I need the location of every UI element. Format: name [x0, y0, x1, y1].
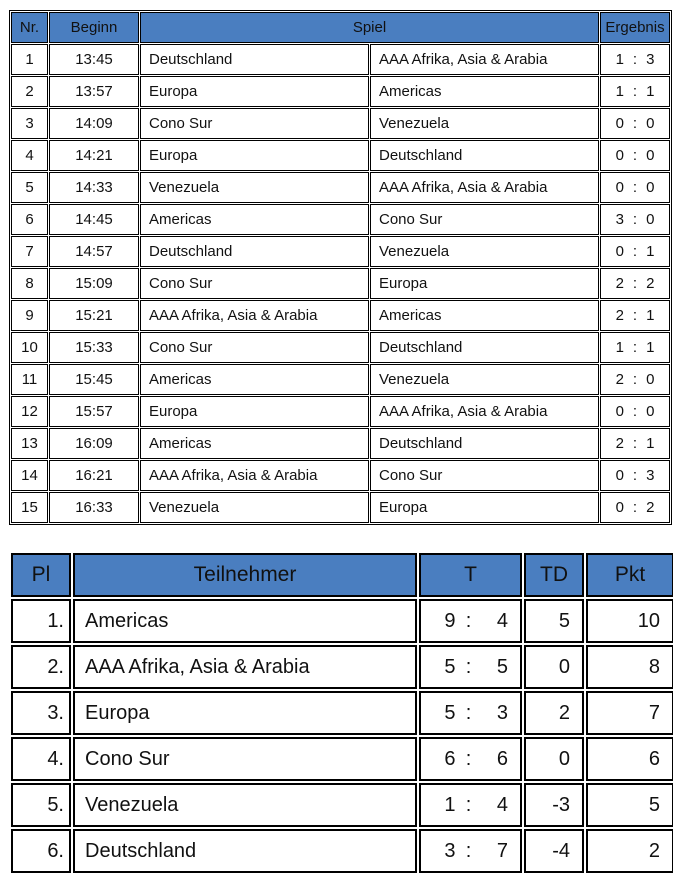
match-score — [601, 339, 669, 356]
match-start-time: 14:57 — [49, 236, 139, 267]
match-away-team: Venezuela — [370, 236, 599, 267]
team-name: Americas — [73, 599, 417, 643]
match-score — [601, 147, 669, 164]
away-score: 2 — [646, 499, 655, 516]
home-score: 1 — [615, 83, 624, 100]
schedule-row — [11, 108, 670, 139]
home-score: 2 — [615, 307, 624, 324]
match-result — [600, 396, 670, 427]
match-result — [600, 332, 670, 363]
standings-row — [11, 645, 673, 689]
standings-table — [9, 551, 673, 875]
team-name: AAA Afrika, Asia & Arabia — [73, 645, 417, 689]
match-number: 9 — [11, 300, 48, 331]
goals-colon: : — [465, 655, 472, 678]
match-home-team: Europa — [140, 76, 369, 107]
home-score: 0 — [615, 147, 624, 164]
team-name: Venezuela — [73, 783, 417, 827]
schedule-row — [11, 460, 670, 491]
schedule-body — [11, 44, 670, 523]
team-goal-difference: -4 — [524, 829, 584, 873]
match-score — [601, 211, 669, 228]
match-score — [601, 83, 669, 100]
match-home-team: Cono Sur — [140, 332, 369, 363]
team-points: 10 — [586, 599, 673, 643]
goals-ratio — [421, 702, 520, 725]
match-away-team: Americas — [370, 76, 599, 107]
match-score — [601, 467, 669, 484]
match-result — [600, 76, 670, 107]
match-result — [600, 428, 670, 459]
match-home-team: Europa — [140, 140, 369, 171]
score-colon: : — [632, 499, 638, 516]
match-number: 3 — [11, 108, 48, 139]
goals-for: 5 — [444, 655, 456, 678]
schedule-row — [11, 396, 670, 427]
match-away-team: Deutschland — [370, 332, 599, 363]
away-score: 2 — [646, 275, 655, 292]
away-score: 3 — [646, 467, 655, 484]
match-start-time: 15:57 — [49, 396, 139, 427]
match-away-team: AAA Afrika, Asia & Arabia — [370, 172, 599, 203]
match-result — [600, 236, 670, 267]
away-score: 0 — [646, 179, 655, 196]
match-home-team: Deutschland — [140, 236, 369, 267]
team-points: 6 — [586, 737, 673, 781]
match-away-team: Americas — [370, 300, 599, 331]
goals-for: 9 — [444, 609, 456, 632]
home-score: 3 — [615, 211, 624, 228]
match-start-time: 16:09 — [49, 428, 139, 459]
match-number: 1 — [11, 44, 48, 75]
team-points: 2 — [586, 829, 673, 873]
team-goals — [419, 829, 522, 873]
tables-spacer — [9, 525, 664, 551]
team-rank: 6. — [11, 829, 71, 873]
match-home-team: Americas — [140, 428, 369, 459]
standings-header-t: T — [419, 553, 522, 597]
goals-for: 1 — [444, 793, 456, 816]
match-home-team: Europa — [140, 396, 369, 427]
score-colon: : — [632, 435, 638, 452]
standings-header-row — [11, 553, 673, 597]
match-score — [601, 275, 669, 292]
schedule-row — [11, 140, 670, 171]
match-start-time: 14:33 — [49, 172, 139, 203]
match-score — [601, 243, 669, 260]
away-score: 1 — [646, 83, 655, 100]
schedule-row — [11, 76, 670, 107]
score-colon: : — [632, 275, 638, 292]
schedule-row — [11, 268, 670, 299]
goals-colon: : — [465, 793, 472, 816]
team-goal-difference: -3 — [524, 783, 584, 827]
score-colon: : — [632, 179, 638, 196]
standings-row — [11, 829, 673, 873]
match-result — [600, 108, 670, 139]
schedule-row — [11, 172, 670, 203]
goals-against: 5 — [496, 655, 508, 678]
match-score — [601, 179, 669, 196]
team-name: Cono Sur — [73, 737, 417, 781]
score-colon: : — [632, 147, 638, 164]
match-start-time: 15:45 — [49, 364, 139, 395]
schedule-header-spiel: Spiel — [140, 12, 599, 43]
match-result — [600, 268, 670, 299]
home-score: 0 — [615, 499, 624, 516]
team-points: 5 — [586, 783, 673, 827]
match-number: 5 — [11, 172, 48, 203]
match-away-team: Deutschland — [370, 140, 599, 171]
team-goals — [419, 783, 522, 827]
team-points: 8 — [586, 645, 673, 689]
team-goal-difference: 5 — [524, 599, 584, 643]
match-home-team: Americas — [140, 204, 369, 235]
team-goals — [419, 691, 522, 735]
team-rank: 1. — [11, 599, 71, 643]
team-name: Europa — [73, 691, 417, 735]
goals-colon: : — [465, 609, 472, 632]
match-number: 10 — [11, 332, 48, 363]
match-away-team: Deutschland — [370, 428, 599, 459]
match-number: 4 — [11, 140, 48, 171]
match-home-team: AAA Afrika, Asia & Arabia — [140, 460, 369, 491]
team-goal-difference: 0 — [524, 645, 584, 689]
match-away-team: Cono Sur — [370, 460, 599, 491]
match-score — [601, 307, 669, 324]
away-score: 3 — [646, 51, 655, 68]
match-away-team: Venezuela — [370, 108, 599, 139]
away-score: 0 — [646, 403, 655, 420]
score-colon: : — [632, 211, 638, 228]
goals-against: 6 — [496, 747, 508, 770]
match-start-time: 14:09 — [49, 108, 139, 139]
schedule-row — [11, 364, 670, 395]
match-start-time: 14:21 — [49, 140, 139, 171]
match-result — [600, 172, 670, 203]
away-score: 1 — [646, 435, 655, 452]
home-score: 2 — [615, 371, 624, 388]
goals-ratio — [421, 840, 520, 863]
score-colon: : — [632, 51, 638, 68]
match-number: 15 — [11, 492, 48, 523]
match-number: 14 — [11, 460, 48, 491]
schedule-header-beginn: Beginn — [49, 12, 139, 43]
team-points: 7 — [586, 691, 673, 735]
schedule-row — [11, 332, 670, 363]
away-score: 1 — [646, 339, 655, 356]
home-score: 1 — [615, 339, 624, 356]
match-away-team: Venezuela — [370, 364, 599, 395]
standings-row — [11, 599, 673, 643]
away-score: 0 — [646, 147, 655, 164]
match-number: 7 — [11, 236, 48, 267]
home-score: 2 — [615, 275, 624, 292]
match-result — [600, 204, 670, 235]
match-score — [601, 371, 669, 388]
goals-colon: : — [465, 747, 472, 770]
match-home-team: Americas — [140, 364, 369, 395]
score-colon: : — [632, 243, 638, 260]
score-colon: : — [632, 339, 638, 356]
match-number: 8 — [11, 268, 48, 299]
schedule-row — [11, 492, 670, 523]
standings-header-teilnehmer: Teilnehmer — [73, 553, 417, 597]
standings-row — [11, 783, 673, 827]
match-schedule-table — [9, 10, 672, 525]
match-away-team: Cono Sur — [370, 204, 599, 235]
away-score: 0 — [646, 371, 655, 388]
match-away-team: AAA Afrika, Asia & Arabia — [370, 396, 599, 427]
match-home-team: Deutschland — [140, 44, 369, 75]
goals-against: 3 — [496, 701, 508, 724]
match-away-team: AAA Afrika, Asia & Arabia — [370, 44, 599, 75]
team-name: Deutschland — [73, 829, 417, 873]
match-score — [601, 499, 669, 516]
goals-for: 3 — [444, 839, 456, 862]
goals-ratio — [421, 610, 520, 633]
goals-against: 4 — [496, 793, 508, 816]
match-home-team: Venezuela — [140, 492, 369, 523]
goals-for: 5 — [444, 701, 456, 724]
schedule-row — [11, 300, 670, 331]
match-result — [600, 492, 670, 523]
standings-row — [11, 691, 673, 735]
goals-against: 4 — [496, 609, 508, 632]
match-start-time: 16:21 — [49, 460, 139, 491]
match-home-team: Cono Sur — [140, 268, 369, 299]
away-score: 0 — [646, 211, 655, 228]
match-start-time: 15:21 — [49, 300, 139, 331]
score-colon: : — [632, 83, 638, 100]
match-away-team: Europa — [370, 492, 599, 523]
schedule-row — [11, 204, 670, 235]
home-score: 0 — [615, 243, 624, 260]
match-start-time: 16:33 — [49, 492, 139, 523]
schedule-header-row — [11, 12, 670, 43]
home-score: 1 — [615, 51, 624, 68]
match-start-time: 14:45 — [49, 204, 139, 235]
schedule-row — [11, 428, 670, 459]
away-score: 1 — [646, 243, 655, 260]
standings-header-td: TD — [524, 553, 584, 597]
match-home-team: AAA Afrika, Asia & Arabia — [140, 300, 369, 331]
match-score — [601, 403, 669, 420]
goals-for: 6 — [444, 747, 456, 770]
team-rank: 2. — [11, 645, 71, 689]
team-goals — [419, 737, 522, 781]
match-number: 2 — [11, 76, 48, 107]
goals-ratio — [421, 794, 520, 817]
match-number: 11 — [11, 364, 48, 395]
standings-body — [11, 599, 673, 873]
match-start-time: 15:33 — [49, 332, 139, 363]
match-number: 6 — [11, 204, 48, 235]
match-start-time: 13:57 — [49, 76, 139, 107]
home-score: 0 — [615, 115, 624, 132]
home-score: 0 — [615, 403, 624, 420]
goals-against: 7 — [496, 839, 508, 862]
away-score: 0 — [646, 115, 655, 132]
match-result — [600, 140, 670, 171]
match-home-team: Cono Sur — [140, 108, 369, 139]
match-result — [600, 300, 670, 331]
score-colon: : — [632, 403, 638, 420]
match-score — [601, 115, 669, 132]
match-start-time: 13:45 — [49, 44, 139, 75]
match-result — [600, 364, 670, 395]
team-goal-difference: 0 — [524, 737, 584, 781]
team-rank: 4. — [11, 737, 71, 781]
home-score: 0 — [615, 467, 624, 484]
schedule-header-ergebnis: Ergebnis — [600, 12, 670, 43]
schedule-row — [11, 236, 670, 267]
match-result — [600, 44, 670, 75]
goals-colon: : — [465, 839, 472, 862]
team-rank: 5. — [11, 783, 71, 827]
home-score: 0 — [615, 179, 624, 196]
match-score — [601, 51, 669, 68]
standings-header-pl: Pl — [11, 553, 71, 597]
score-colon: : — [632, 467, 638, 484]
standings-header-pkt: Pkt — [586, 553, 673, 597]
team-goals — [419, 645, 522, 689]
match-number: 12 — [11, 396, 48, 427]
match-number: 13 — [11, 428, 48, 459]
team-goals — [419, 599, 522, 643]
schedule-row — [11, 44, 670, 75]
match-away-team: Europa — [370, 268, 599, 299]
standings-row — [11, 737, 673, 781]
goals-ratio — [421, 656, 520, 679]
score-colon: : — [632, 115, 638, 132]
team-rank: 3. — [11, 691, 71, 735]
schedule-header-nr: Nr. — [11, 12, 48, 43]
score-colon: : — [632, 307, 638, 324]
match-result — [600, 460, 670, 491]
home-score: 2 — [615, 435, 624, 452]
away-score: 1 — [646, 307, 655, 324]
team-goal-difference: 2 — [524, 691, 584, 735]
match-home-team: Venezuela — [140, 172, 369, 203]
goals-colon: : — [465, 701, 472, 724]
match-score — [601, 435, 669, 452]
goals-ratio — [421, 748, 520, 771]
score-colon: : — [632, 371, 638, 388]
match-start-time: 15:09 — [49, 268, 139, 299]
